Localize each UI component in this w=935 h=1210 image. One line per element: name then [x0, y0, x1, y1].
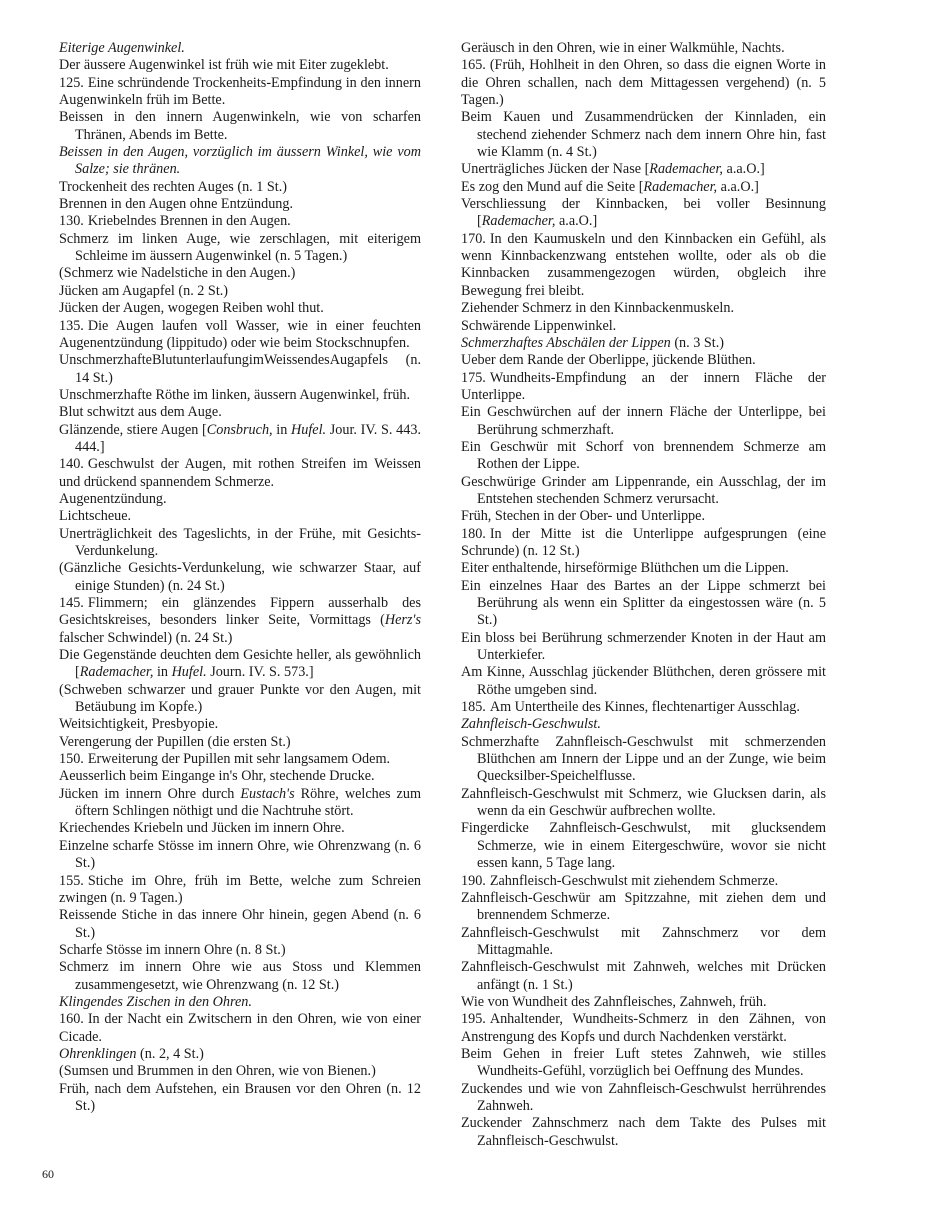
symptom-entry: [44, 387, 421, 404]
symptom-entry: [446, 370, 826, 405]
symptom-entry: [44, 1046, 421, 1063]
italic-text: Hufel.: [291, 421, 327, 438]
entry-text: Ein Geschwür mit Schorf von brennendem Schmerze am Rothen der Lippe.: [461, 438, 826, 473]
entry-text: Schmerz im linken Auge, wie zerschlagen, mit eiterigem Schleime im äussern Augenwinkel (n. 5 Tagen.): [59, 230, 421, 265]
entry-text: Früh, nach dem Aufstehen, ein Brausen vor den Ohren (n. 12 St.): [59, 1080, 421, 1114]
symptom-entry: [446, 664, 826, 699]
entry-text: Ein Geschwürchen auf der innern Fläche der Unterlippe, bei Berührung schmerzhaft.: [461, 404, 826, 438]
entry-text: Verschliessung der Kinnbacken, bei voller Besinnung [: [461, 196, 826, 230]
symptom-entry: [44, 231, 421, 266]
symptom-entry: [446, 1115, 826, 1150]
symptom-entry: [44, 716, 421, 733]
entry-text: (Schweben schwarzer und grauer Punkte vor den Augen, mit Betäubung im Kopfe.): [59, 681, 421, 716]
symptom-entry: [446, 109, 826, 161]
entry-number: 195.: [461, 1011, 486, 1028]
symptom-entry: [44, 1081, 421, 1116]
symptom-entry: [44, 40, 421, 57]
entry-text: Kriebelndes Brennen in den Augen.: [87, 213, 291, 230]
symptom-entry: [44, 907, 421, 942]
entry-text: Geschwürige Grinder am Lippenrande, ein Ausschlag, der im Entstehen stechenden Schmerz verursacht.: [461, 473, 826, 507]
symptom-entry: [446, 526, 826, 561]
symptom-entry: [446, 352, 826, 369]
entry-text: Reissende Stiche in das innere Ohr hinein, gegen Abend (n. 6 St.): [59, 907, 421, 941]
symptom-entry: [446, 196, 826, 231]
symptom-entry: [44, 213, 421, 230]
entry-number: 175.: [461, 369, 486, 386]
symptom-entry: [44, 595, 421, 647]
symptom-entry: [44, 422, 421, 457]
symptom-entry: [446, 1011, 826, 1046]
italic-text: Klingendes Zischen in den Ohren.: [59, 993, 252, 1010]
symptom-entry: [44, 318, 421, 353]
entry-number: 170.: [461, 230, 486, 247]
symptom-entry: [446, 179, 826, 196]
entry-text: Zahnfleisch-Geschwulst mit Schmerz, wie Glucksen darin, als wenn da ein Geschwür aufbrechen wollte.: [461, 785, 826, 820]
symptom-entry: [44, 456, 421, 491]
italic-text: Rademacher,: [79, 664, 154, 681]
italic-text: Consbruch,: [206, 421, 273, 438]
italic-text: Hufel.: [171, 664, 207, 681]
symptom-entry: [44, 109, 421, 144]
symptom-entry: [446, 699, 826, 716]
entry-text: Der äussere Augenwinkel ist früh wie mit Eiter zugeklebt.: [59, 57, 389, 74]
entry-text: Zahnfleisch-Geschwulst mit Zahnschmerz vor dem Mittagmahle.: [461, 924, 826, 958]
page-number: 60: [42, 1167, 54, 1181]
italic-text: Schmerzhaftes Abschälen der Lippen: [461, 334, 671, 351]
entry-text: Aeusserlich beim Eingange in's Ohr, stechende Drucke.: [59, 768, 375, 785]
entry-text: a.a.O.]: [555, 213, 598, 230]
symptom-entry: [44, 508, 421, 525]
entry-number: 165.: [461, 57, 486, 74]
symptom-entry: [44, 352, 421, 387]
symptom-entry: [44, 283, 421, 300]
entry-text: Scharfe Stösse im innern Ohre (n. 8 St.): [59, 941, 286, 958]
symptom-entry: [446, 335, 826, 352]
symptom-entry: [446, 1046, 826, 1081]
italic-text: Rademacher,: [649, 161, 723, 178]
symptom-entry: [446, 318, 826, 335]
entry-number: 185.: [461, 699, 486, 716]
entry-text: Unerträgliches Jücken der Nase [: [461, 161, 650, 178]
entry-text: Jour. IV. S. 443. 444.]: [75, 421, 421, 455]
left-column: [44, 40, 421, 1115]
symptom-entry: [446, 231, 826, 300]
entry-number: 160.: [59, 1011, 84, 1028]
entry-text: Eiter enthaltende, hirseförmige Blüthchen um die Lippen.: [461, 560, 789, 577]
entry-text: Schwärende Lippenwinkel.: [461, 317, 617, 334]
symptom-entry: [446, 959, 826, 994]
entry-text: Erweiterung der Pupillen mit sehr langsamem Odem.: [87, 751, 391, 768]
italic-text: Rademacher,: [481, 213, 556, 230]
entry-number: 145.: [59, 595, 84, 611]
entry-text: (Gänzliche Gesichts-Verdunkelung, wie schwarzer Staar, auf einige Stunden) (n. 24 St.): [59, 560, 421, 594]
entry-text: Die Augen laufen voll Wasser, wie in einer feuchten Augenentzündung (lippitudo) oder wie beim Stockschnupfen.: [59, 317, 421, 351]
symptom-entry: [44, 751, 421, 768]
entry-text: in: [272, 421, 292, 438]
symptom-entry: [446, 161, 826, 178]
symptom-entry: [44, 682, 421, 717]
entry-text: Früh, Stechen in der Ober- und Unterlippe.: [461, 508, 705, 525]
entry-text: Röhre, welches zum öftern Schlingen nöthigt und die Nachtruhe stört.: [75, 785, 421, 820]
entry-text: Verengerung der Pupillen (die ersten St.): [59, 733, 291, 750]
entry-text: Flimmern; ein glänzendes Fippern ausserhalb des Gesichtskreises, besonders linker Seite, Vormittags (: [59, 595, 421, 629]
entry-text: Ueber dem Rande der Oberlippe, jückende Blüthen.: [461, 352, 756, 369]
entry-text: Unschmerzhafte Röthe im linken, äussern Augenwinkel, früh.: [59, 386, 411, 403]
entry-text: Kriechendes Kriebeln und Jücken im innern Ohre.: [59, 820, 345, 837]
symptom-entry: [44, 144, 421, 179]
symptom-entry: [446, 786, 826, 821]
symptom-entry: [44, 734, 421, 751]
entry-text: Einzelne scharfe Stösse im innern Ohre, wie Ohrenzwang (n. 6 St.): [59, 837, 421, 872]
entry-text: Stiche im Ohre, früh im Bette, welche zum Schreien zwingen (n. 9 Tagen.): [59, 872, 421, 906]
entry-text: a.a.O.]: [722, 161, 765, 178]
italic-text: Zahnfleisch-Geschwulst.: [461, 716, 601, 733]
symptom-entry: [44, 196, 421, 213]
entry-text: Augenentzündung.: [59, 490, 167, 507]
symptom-entry: [446, 508, 826, 525]
entry-text: (Früh, Hohlheit in den Ohren, so dass die eignen Worte in die Ohren schallen, nach dem Mittagessen vergehend) (n. 5 Tagen.): [461, 57, 826, 109]
entry-text: Ein bloss bei Berührung schmerzender Knoten in der Haut am Unterkiefer.: [461, 629, 826, 664]
entry-text: Beim Kauen und Zusammendrücken der Kinnladen, ein stechend ziehender Schmerz nach dem innern Ohre hin, fast wie Klamm (n. 4 St.): [461, 109, 826, 161]
entry-text: Zahnfleisch-Geschwür am Spitzzahne, mit ziehen dem und brennendem Schmerze.: [461, 889, 826, 924]
symptom-entry: [44, 491, 421, 508]
italic-text: Beissen in den Augen, vorzüglich im äussern Winkel, wie vom Salze; sie thränen.: [59, 144, 421, 178]
symptom-entry: [44, 994, 421, 1011]
symptom-entry: [44, 820, 421, 837]
entry-text: Brennen in den Augen ohne Entzündung.: [59, 196, 294, 213]
entry-text: Eine schründende Trockenheits-Empfindung in den innern Augenwinkeln früh im Bette.: [59, 74, 421, 109]
entry-text: falscher Schwindel) (n. 24 St.): [59, 629, 233, 646]
symptom-entry: [446, 300, 826, 317]
entry-text: (Sumsen und Brummen in den Ohren, wie von Bienen.): [59, 1063, 376, 1080]
entry-text: Ziehender Schmerz in den Kinnbackenmuskeln.: [461, 300, 735, 317]
symptom-entry: [44, 647, 421, 682]
entry-text: Unerträglichkeit des Tageslichts, in der Frühe, mit Gesichts-Verdunkelung.: [59, 525, 421, 559]
italic-text: Rademacher,: [643, 178, 718, 195]
symptom-entry: [446, 716, 826, 733]
symptom-entry: [446, 404, 826, 439]
entry-text: Zuckender Zahnschmerz nach dem Takte des Pulses mit Zahnfleisch-Geschwulst.: [461, 1115, 826, 1149]
entry-text: Wie von Wundheit des Zahnfleisches, Zahnweh, früh.: [461, 993, 767, 1010]
symptom-entry: [44, 300, 421, 317]
symptom-entry: [446, 474, 826, 509]
entry-text: a.a.O.]: [717, 178, 759, 195]
entry-text: Schmerzhafte Zahnfleisch-Geschwulst mit schmerzenden Blüthchen am Innern der Lippe und an der Zunge, wie beim Quecksilber-Speichelflusse.: [461, 733, 826, 785]
entry-text: Anhaltender, Wundheits-Schmerz in den Zähnen, von Anstrengung des Kopfs und durch Nachdenken verstärkt.: [461, 1011, 826, 1045]
entry-number: 180.: [461, 525, 486, 542]
symptom-entry: [446, 630, 826, 665]
entry-text: Weitsichtigkeit, Presbyopie.: [59, 716, 219, 733]
entry-number: 125.: [59, 74, 84, 91]
symptom-entry: [446, 820, 826, 872]
entry-text: UnschmerzhafteBlutunterlaufungimWeissendesAugapfels (n. 14 St.): [59, 352, 421, 386]
entry-text: Schmerz im innern Ohre wie aus Stoss und Klemmen zusammengesetzt, wie Ohrenzwang (n. 12 St.): [59, 959, 421, 993]
symptom-entry: [446, 439, 826, 474]
entry-text: Die Gegenstände deuchten dem Gesichte heller, als gewöhnlich [: [59, 647, 421, 681]
entry-text: In der Nacht ein Zwitschern in den Ohren, wie von einer Cicade.: [59, 1011, 421, 1045]
entry-number: 135.: [59, 317, 84, 334]
entry-text: Zahnfleisch-Geschwulst mit ziehendem Schmerze.: [489, 872, 779, 889]
entry-text: Jücken am Augapfel (n. 2 St.): [59, 282, 229, 299]
symptom-entry: [446, 890, 826, 925]
italic-text: Ohrenklingen: [59, 1045, 137, 1062]
entry-text: Jücken der Augen, wogegen Reiben wohl thut.: [59, 300, 324, 317]
entry-text: Zuckendes und wie von Zahnfleisch-Geschwulst herrührendes Zahnweh.: [461, 1080, 826, 1114]
symptom-entry: [446, 873, 826, 890]
italic-text: Eiterige Augenwinkel.: [59, 40, 185, 56]
entry-text: In den Kaumuskeln und den Kinnbacken ein Gefühl, als wenn Kinnbackenzwang entstehen wollte, oder als ob die Kinnbacken zusammengezogen würden, obgleich ihre Bewegung frei bleibt.: [461, 230, 826, 299]
entry-text: Blut schwitzt aus dem Auge.: [59, 404, 222, 421]
symptom-entry: [446, 40, 826, 57]
symptom-entry: [446, 1081, 826, 1116]
entry-text: Am Kinne, Ausschlag jückender Blüthchen, deren grössere mit Röthe umgeben sind.: [461, 664, 826, 698]
symptom-entry: [44, 768, 421, 785]
entry-text: Wundheits-Empfindung an der innern Fläche der Unterlippe.: [461, 369, 826, 403]
entry-number: 150.: [59, 751, 84, 768]
entry-text: Trockenheit des rechten Auges (n. 1 St.): [59, 178, 288, 195]
symptom-entry: [44, 526, 421, 561]
entry-text: Beim Gehen in freier Luft stetes Zahnweh, wie stilles Wundheits-Gefühl, vorzüglich bei Oeffnung des Mundes.: [461, 1045, 826, 1080]
entry-number: 130.: [59, 213, 84, 230]
entry-text: Fingerdicke Zahnfleisch-Geschwulst, mit glucksendem Schmerze, wie in einem Eitergeschwüre, wovor sie nicht essen kann, 5 Tage lang.: [461, 820, 826, 872]
italic-text: Herz's: [384, 612, 421, 629]
entry-text: Geräusch in den Ohren, wie in einer Walkmühle, Nachts.: [461, 40, 785, 56]
right-column: [446, 40, 826, 1150]
symptom-entry: [44, 959, 421, 994]
entry-number: 140.: [59, 456, 84, 473]
symptom-entry: [446, 994, 826, 1011]
entry-text: Glänzende, stiere Augen [: [59, 421, 207, 438]
entry-number: 155.: [59, 872, 84, 889]
symptom-entry: [446, 560, 826, 577]
symptom-entry: [446, 925, 826, 960]
symptom-entry: [44, 838, 421, 873]
symptom-entry: [44, 57, 421, 74]
symptom-entry: [44, 265, 421, 282]
entry-text: Geschwulst der Augen, mit rothen Streifen im Weissen und drückend spannendem Schmerze.: [59, 456, 421, 490]
symptom-entry: [44, 560, 421, 595]
symptom-entry: [44, 1063, 421, 1080]
entry-text: Am Untertheile des Kinnes, flechtenartiger Ausschlag.: [489, 699, 800, 716]
entry-number: 190.: [461, 872, 486, 889]
entry-text: Journ. IV. S. 573.]: [206, 664, 314, 681]
italic-text: Eustach's: [240, 785, 295, 802]
entry-text: Lichtscheue.: [59, 508, 132, 525]
entry-text: Zahnfleisch-Geschwulst mit Zahnweh, welches mit Drücken anfängt (n. 1 St.): [461, 959, 826, 993]
symptom-entry: [44, 873, 421, 908]
entry-text: (Schmerz wie Nadelstiche in den Augen.): [59, 265, 296, 282]
entry-text: (n. 3 St.): [670, 334, 724, 351]
symptom-entry: [446, 57, 826, 109]
entry-text: in: [153, 664, 172, 681]
symptom-entry: [44, 942, 421, 959]
symptom-entry: [44, 75, 421, 110]
symptom-entry: [44, 404, 421, 421]
entry-text: Jücken im innern Ohre durch: [59, 785, 241, 802]
entry-text: Es zog den Mund auf die Seite [: [461, 178, 644, 195]
symptom-entry: [44, 786, 421, 821]
symptom-entry: [446, 734, 826, 786]
symptom-entry: [446, 578, 826, 630]
symptom-entry: [44, 1011, 421, 1046]
entry-text: Beissen in den innern Augenwinkeln, wie von scharfen Thränen, Abends im Bette.: [59, 109, 421, 143]
entry-text: (n. 2, 4 St.): [136, 1045, 204, 1062]
symptom-entry: [44, 179, 421, 196]
entry-text: Ein einzelnes Haar des Bartes an der Lippe schmerzt bei Berührung als wenn ein Splitter da eingestossen wäre (n. 5 St.): [461, 577, 826, 629]
entry-text: In der Mitte ist die Unterlippe aufgesprungen (eine Schrunde) (n. 12 St.): [461, 525, 826, 559]
